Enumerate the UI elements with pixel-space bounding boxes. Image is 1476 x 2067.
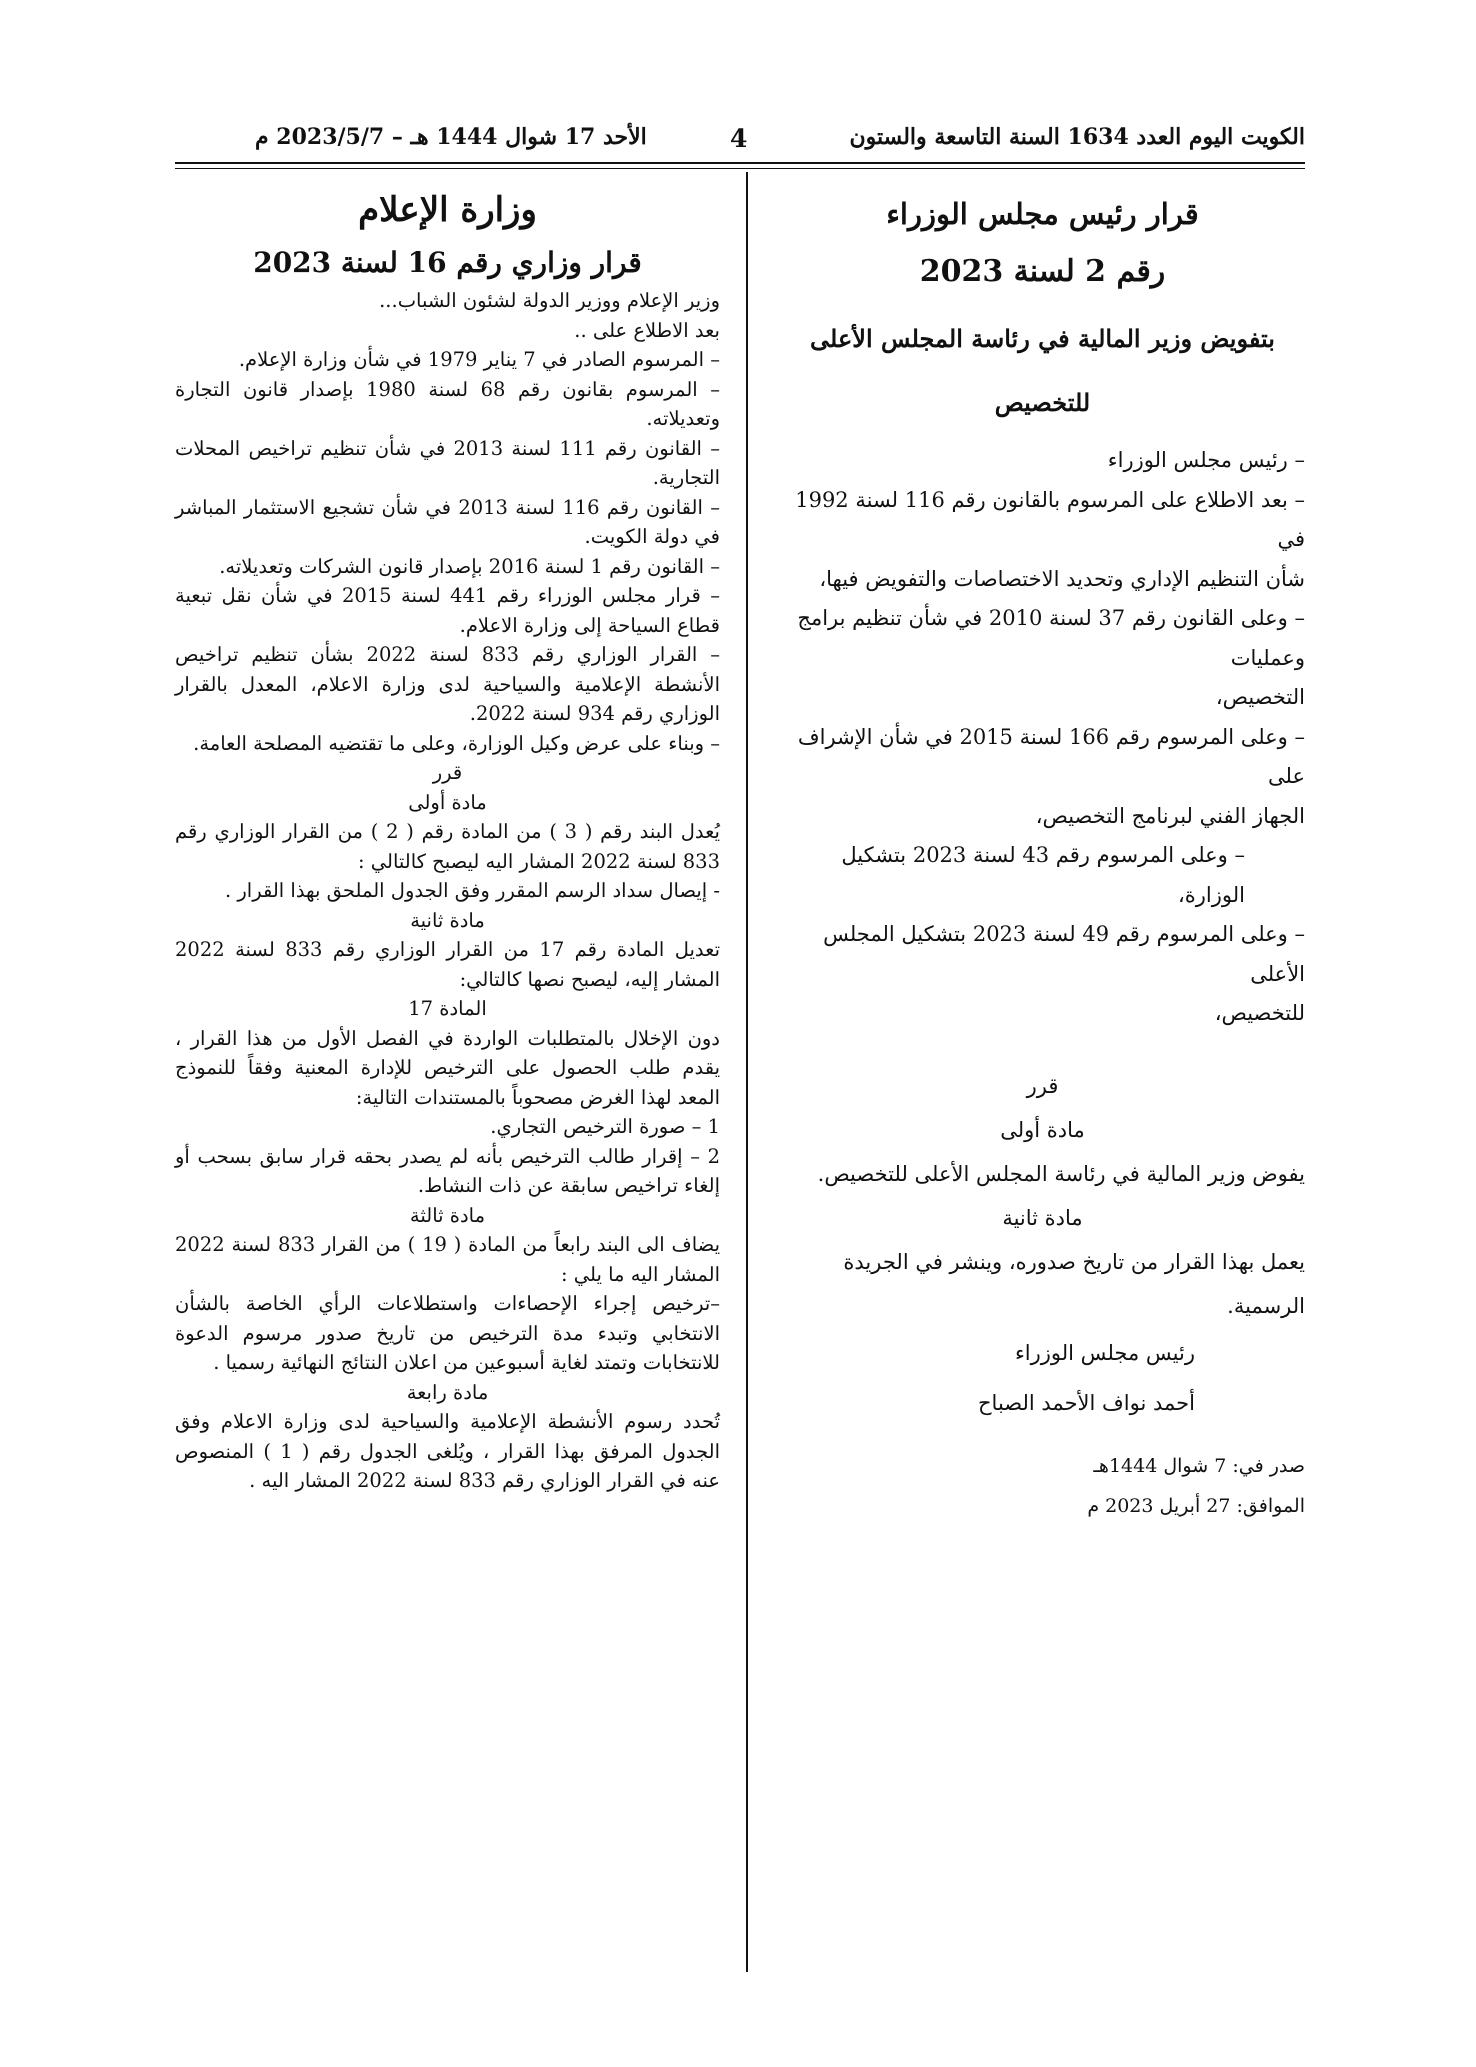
article-title: مادة ثالثة (409, 1203, 486, 1227)
pm-decision-column (780, 185, 1305, 1526)
article-text: يعمل بهذا القرار من تاريخ صدوره، وينشر في الجريدة الرسمية. (843, 1249, 1305, 1318)
preamble-item: – القرار الوزاري رقم 833 لسنة 2022 بشأن تنظيم تراخيص الأنشطة الإعلامية والسياحية لدى وزارة الاعلام، المعدل بالقرار الوزاري رقم 934 لسنة 2022. (175, 643, 720, 725)
header-rule-thick (175, 162, 1305, 164)
issue-info: الكويت اليوم العدد 1634 السنة التاسعة والستون (849, 124, 1305, 150)
preamble-line: التخصيص، (1215, 685, 1305, 709)
article-text: تعديل المادة رقم 17 من القرار الوزاري رقم 833 لسنة 2022 المشار إليه، ليصبح نصها كالتالي: (175, 938, 721, 991)
after-review-line: بعد الاطلاع على .. (574, 318, 720, 342)
article-title: مادة ثانية (1002, 1205, 1083, 1230)
pm-decision-number: رقم 2 لسنة 2023 (919, 254, 1166, 289)
preamble-line: شأن التنظيم الإداري وتحديد الاختصاصات والتفويض فيها، (819, 566, 1305, 591)
preamble-item: – القانون رقم 111 لسنة 2013 في شأن تنظيم تراخيص المحلات التجارية. (175, 436, 720, 489)
preamble-line: – بعد الاطلاع على المرسوم بالقانون رقم 116 لسنة 1992 في (795, 487, 1305, 551)
article-title: مادة أولى (408, 790, 487, 814)
preamble-line: – وعلى المرسوم رقم 166 لسنة 2015 في شأن الإشراف على (797, 724, 1305, 788)
preamble-line: – رئيس مجلس الوزراء (1107, 448, 1305, 472)
article-text: يُعدل البند رقم ( 3 ) من المادة رقم ( 2 ) من القرار الوزاري رقم 833 لسنة 2022 المشار اليه ليصبح كالتالي : (175, 820, 720, 873)
issue-date-gregorian: الموافق: 27 أبريل 2023 م (1087, 1494, 1305, 1517)
article-title: مادة رابعة (406, 1380, 489, 1404)
page-number: 4 (730, 124, 748, 153)
preamble-item: – القانون رقم 116 لسنة 2013 في شأن تشجيع الاستثمار المباشر في دولة الكويت. (175, 495, 720, 548)
ministry-decree-column (175, 180, 720, 1496)
preamble-line: للتخصيص، (1214, 1001, 1305, 1025)
preamble-item: – وبناء على عرض وكيل الوزارة، وعلى ما تقتضيه المصلحة العامة. (193, 731, 720, 755)
article-item: 2 – إقرار طالب الترخيص بأنه لم يصدر بحقه قرار سابق بسحب أو إلغاء تراخيص سابقة عن ذات النشاط. (175, 1144, 720, 1197)
article-title: المادة 17 (408, 997, 487, 1020)
minister-line: وزير الإعلام ووزير الدولة لشئون الشباب... (379, 289, 720, 312)
issue-date: الأحد 17 شوال 1444 هـ – 2023/5/7 م (255, 124, 647, 150)
preamble-item: – قرار مجلس الوزراء رقم 441 لسنة 2015 في شأن نقل تبعية قطاع السياحة إلى وزارة الاعلام. (175, 584, 720, 637)
preamble-line: – وعلى القانون رقم 37 لسنة 2010 في شأن تنظيم برامج وعمليات (797, 606, 1305, 670)
article-item: - إيصال سداد الرسم المقرر وفق الجدول الملحق بهذا القرار . (224, 879, 720, 902)
page-header (175, 120, 1305, 160)
preamble-line: – وعلى المرسوم رقم 43 لسنة 2023 بتشكيل الوزارة، (841, 843, 1245, 907)
decided-heading: قرر (1026, 1073, 1059, 1098)
signature-title: رئيس مجلس الوزراء (1014, 1340, 1195, 1365)
article-text: دون الإخلال بالمتطلبات الواردة في الفصل الأول من هذا القرار ، يقدم طلب الحصول على الترخيص للإدارة المعنية وفقاً للنموذج المعد لهذا الغرض مصحوباً بالمستندات التالية: (175, 1026, 720, 1109)
article-title: مادة أولى (1000, 1117, 1085, 1142)
article-text: يضاف الى البند رابعاً من المادة ( 19 ) من القرار 833 لسنة 2022 المشار اليه ما يلي : (175, 1233, 721, 1286)
article-item: –ترخيص إجراء الإحصاءات واستطلاعات الرأي الخاصة بالشأن الانتخابي وتبدء مدة الترخيص من تاريخ صدور مرسوم الدعوة للانتخابات وتمتد لغاية أسبوعين من اعلان النتائج النهائية رسميا . (175, 1292, 720, 1374)
ministry-title: وزارة الإعلام (358, 190, 537, 230)
decree-title: قرار وزاري رقم 16 لسنة 2023 (253, 246, 642, 279)
preamble-line: الجهاز الفني لبرنامج التخصيص، (1035, 803, 1305, 828)
article-item: 1 – صورة الترخيص التجاري. (490, 1115, 720, 1138)
column-divider (746, 172, 748, 1972)
preamble-item: – المرسوم بقانون رقم 68 لسنة 1980 بإصدار قانون التجارة وتعديلاته. (175, 377, 720, 430)
article-title: مادة ثانية (410, 908, 485, 932)
preamble-line: – وعلى المرسوم رقم 49 لسنة 2023 بتشكيل المجلس الأعلى (823, 922, 1305, 986)
article-text: تُحدد رسوم الأنشطة الإعلامية والسياحية لدى وزارة الاعلام وفق الجدول المرفق بهذا القرار ، ويُلغى الجدول رقم ( 1 ) المنصوص عنه في القرار الوزاري رقم 833 لسنة 2022 المشار اليه . (175, 1410, 720, 1492)
pm-decision-subject: بتفويض وزير المالية في رئاسة المجلس الأعلى للتخصيص (810, 324, 1275, 417)
preamble-item: – القانون رقم 1 لسنة 2016 بإصدار قانون الشركات وتعديلاته. (219, 554, 720, 578)
pm-decision-title: قرار رئيس مجلس الوزراء (886, 197, 1199, 231)
preamble-item: – المرسوم الصادر في 7 يناير 1979 في شأن وزارة الإعلام. (238, 348, 720, 371)
article-text: يفوض وزير المالية في رئاسة المجلس الأعلى للتخصيص. (817, 1161, 1305, 1186)
signature-name: أحمد نواف الأحمد الصباح (978, 1390, 1195, 1415)
header-rule-thin (175, 168, 1305, 169)
decided-heading: قرر (432, 761, 463, 784)
issue-date-hijri: صدر في: 7 شوال 1444هـ (1093, 1454, 1305, 1477)
